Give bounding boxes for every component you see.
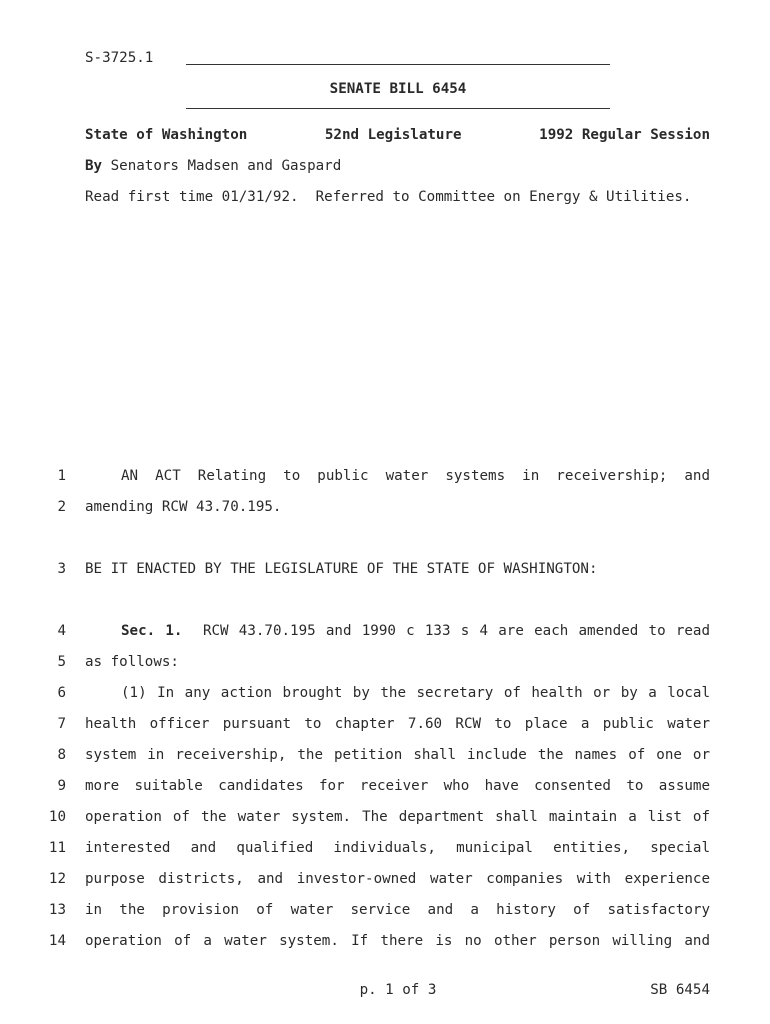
sponsors-line [85, 158, 341, 174]
line-number: 9 [57, 778, 66, 794]
session-info-row [85, 127, 710, 143]
document-code: S-3725.1 [85, 50, 154, 66]
bill-text-line: AN ACT Relating to public water systems in receivership; and [121, 468, 710, 484]
bill-title: SENATE BILL 6454 [329, 81, 467, 97]
line-number: 11 [48, 840, 66, 856]
section-heading-text: RCW 43.70.195 and 1990 c 133 s 4 are each amended to read [202, 623, 710, 639]
line-number: 5 [57, 654, 66, 670]
bill-text-line: as follows: [85, 654, 179, 670]
header-rule-bottom [186, 108, 610, 109]
line-number: 3 [57, 561, 66, 577]
bill-text-line: (1) In any action brought by the secretary of health or by a local [121, 685, 710, 701]
line-number: 10 [48, 809, 66, 825]
section-heading-line [85, 623, 710, 639]
bill-text-line: system in receivership, the petition shall include the names of one or [85, 747, 710, 763]
footer-bill-reference: SB 6454 [650, 982, 710, 998]
bill-text-line: more suitable candidates for receiver who have consented to assume [85, 778, 710, 794]
line-number: 2 [57, 499, 66, 515]
state-name: State of Washington [85, 127, 248, 143]
line-number: 4 [57, 623, 66, 639]
sponsors-names: Senators Madsen and Gaspard [110, 158, 342, 174]
line-number: 7 [57, 716, 66, 732]
by-label: By [85, 158, 103, 174]
bill-text-line: operation of the water system. The department shall maintain a list of [85, 809, 710, 825]
section-label: Sec. 1. [121, 623, 183, 639]
header-rule-top [186, 64, 610, 65]
line-number: 8 [57, 747, 66, 763]
enacting-clause: BE IT ENACTED BY THE LEGISLATURE OF THE STATE OF WASHINGTON: [85, 561, 598, 577]
line-number: 12 [48, 871, 66, 887]
bill-text-line: health officer pursuant to chapter 7.60 RCW to place a public water [85, 716, 710, 732]
bill-text-line: interested and qualified individuals, municipal entities, special [85, 840, 710, 856]
page-number: p. 1 of 3 [359, 982, 437, 998]
line-number: 14 [48, 933, 66, 949]
line-number: 1 [57, 468, 66, 484]
legislature-number: 52nd Legislature [324, 127, 462, 143]
bill-text-line: in the provision of water service and a history of satisfactory [85, 902, 710, 918]
reading-referral: Read first time 01/31/92. Referred to Committee on Energy & Utilities. [85, 189, 692, 205]
bill-text-line: operation of a water system. If there is no other person willing and [85, 933, 710, 949]
bill-text-line: amending RCW 43.70.195. [85, 499, 282, 515]
bill-text-line: purpose districts, and investor-owned water companies with experience [85, 871, 710, 887]
line-number: 13 [48, 902, 66, 918]
session-name: 1992 Regular Session [539, 127, 710, 143]
line-number: 6 [57, 685, 66, 701]
